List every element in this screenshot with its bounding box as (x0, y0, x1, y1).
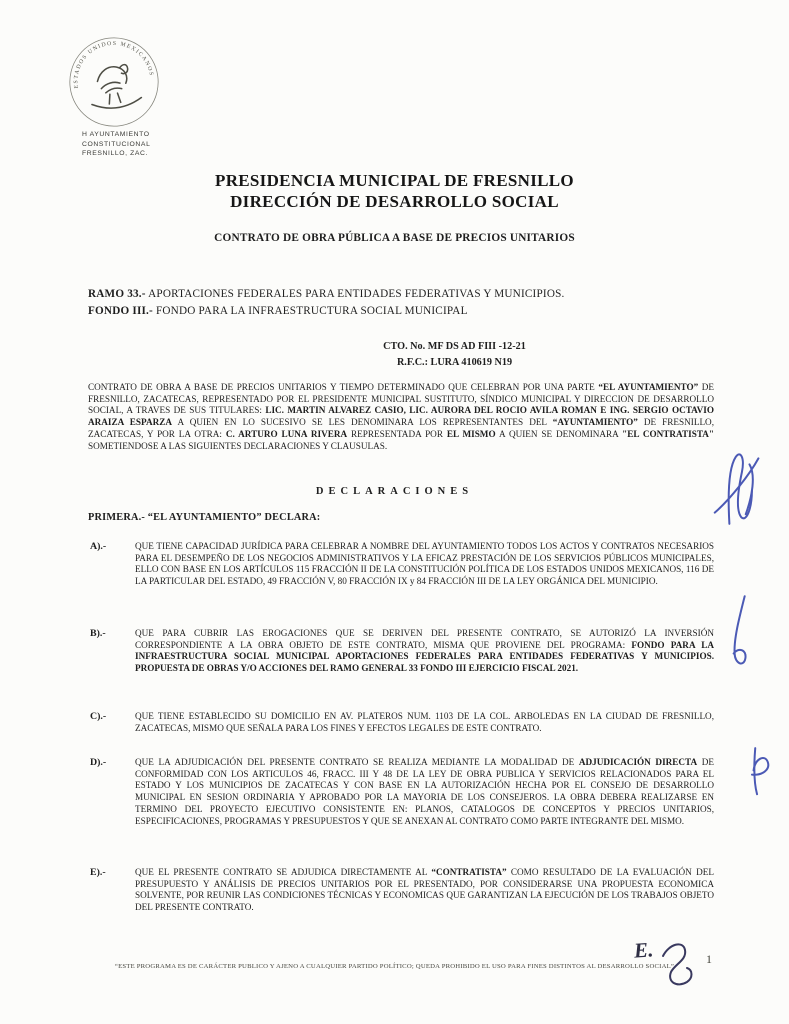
contract-number: CTO. No. MF DS AD FIII -12-21 (383, 341, 526, 352)
clause-label: A).- (90, 541, 107, 552)
footer-disclaimer: “ESTE PROGRAMA ES DE CARÁCTER PUBLICO Y AJENO A CUALQUIER PARTIDO POLÍTICO; QUEDA PROHIBIDO EL USO PARA FINES DISTINTOS AL DESARROLLO SOCIAL” (114, 963, 675, 970)
clause-a (88, 541, 714, 588)
signature-stroke-icon (719, 591, 761, 678)
svg-text:ESTADOS UNIDOS MEXICANOS (68, 36, 154, 89)
clause-label: E).- (90, 867, 106, 878)
clause-label: B).- (90, 628, 106, 639)
clause-text: QUE TIENE CAPACIDAD JURÍDICA PARA CELEBRAR A NOMBRE DEL AYUNTAMIENTO TODOS LOS ACTOS Y CONTRATOS NECESARIOS PARA EL DESEMPEÑO DE LOS NEGOCIOS ADMINISTRATIVOS Y LA EFICAZ PRESTACIÓN DE LOS SERVICIOS PÚBLICOS MUNICIPALES, ELLO CON BASE EN LOS ARTÍCULOS 115 FRACCIÓN II DE LA CONSTITUCIÓN POLÍTICA DE LOS ESTADOS UNIDOS MEXICANOS, 116 DE LA PARTICULAR DEL ESTADO, 49 FRACCIÓN V, 80 FRACCIÓN IX y 84 FRACCIÓN III DE LA LEY ORGÁNICA DEL MUNICIPIO. (135, 541, 714, 587)
primera-heading: PRIMERA.- “EL AYUNTAMIENTO” DECLARA: (88, 512, 321, 523)
clause-label: C).- (90, 711, 107, 722)
reference-block (120, 339, 789, 370)
signature-mark-icon (737, 744, 779, 804)
clause-text: QUE TIENE ESTABLECIDO SU DOMICILIO EN AV. PLATEROS NUM. 1103 DE LA COL. ARBOLEDAS EN LA CIUDAD DE FRESNILLO, ZACATECAS, MISMO QUE SEÑALA PARA LOS FINES Y EFECTOS LEGALES DE ESTE CONTRATO. (135, 711, 714, 733)
initials-letter: E. (633, 937, 655, 963)
signature-flourish-icon (687, 443, 783, 543)
letterhead-line: FRESNILLO, ZAC. (82, 150, 149, 157)
fondo-line: FONDO III.- FONDO PARA LA INFRAESTRUCTURA SOCIAL MUNICIPAL (88, 304, 468, 317)
clause-e (88, 867, 714, 914)
rfc-number: R.F.C.: LURA 410619 N19 (396, 356, 513, 368)
clause-text: QUE LA ADJUDICACIÓN DEL PRESENTE CONTRATO SE REALIZA MEDIANTE LA MODALIDAD DE ADJUDICACIÓN DIRECTA DE CONFORMIDAD CON LOS ARTICULOS 46, FRACC. III Y 48 DE LA LEY DE OBRA PUBLICA Y SERVICIOS RELACIONADOS PARA EL ESTADO Y LOS MUNICIPIOS DE ZACATECAS Y CON BASE EN LA AUTORIZACIÓN HECHA POR EL CONSEJO DE DESARROLLO MUNICIPAL EN SESION ORDINARIA Y APROBADO POR LA MAYORIA DE LOS CONSEJEROS. LA OBRA DEBERA REALIZARSE EN TERMINO DEL PROYECTO EJECUTIVO CONSISTENTE EN: PLANOS, CATALOGOS DE CONCEPTOS Y PRECIOS UNITARIOS, ESPECIFICACIONES, PROGRAMAS Y PRESUPUESTOS Y QUE SE ANEXAN AL CONTRATO COMO PARTE INTEGRANTE DEL MISMO. (135, 757, 714, 826)
clause-label: D).- (90, 757, 107, 768)
declaraciones-heading: DECLARACIONES (315, 486, 474, 497)
letterhead-line: H AYUNTAMIENTO (82, 131, 150, 138)
page-number: 1 (706, 952, 712, 966)
clause-text: QUE EL PRESENTE CONTRATO SE ADJUDICA DIRECTAMENTE AL “CONTRATISTA” COMO RESULTADO DE LA EVALUACIÓN DEL PRESUPUESTO Y ANÁLISIS DE PRECIOS UNITARIOS POR EL PRESENTADO, POR CONSIDERARSE UNA PROPUESTA ECONOMICA SOLVENTE, POR REUNIR LAS CONDICIONES TÉCNICAS Y ECONOMICAS QUE GARANTIZAN LA EJECUCIÓN DE LOS TRABAJOS OBJETO DEL PRESENTE CONTRATO. (135, 867, 714, 913)
clause-d (88, 757, 714, 827)
clause-text: QUE PARA CUBRIR LAS EROGACIONES QUE SE DERIVEN DEL PRESENTE CONTRATO, SE AUTORIZÓ LA INVERSIÓN CORRESPONDIENTE A LA OBRA OBJETO DE ESTE CONTRATO, MISMA QUE PROVIENE DEL PROGRAMA: FONDO PARA LA INFRAESTRUCTURA SOCIAL MUNICIPAL APORTACIONES FEDERALES PARA ENTIDADES FEDERATIVAS Y MUNICIPIOS. PROPUESTA DE OBRAS Y/O ACCIONES DEL RAMO GENERAL 33 FONDO III EJERCICIO FISCAL 2021. (135, 628, 715, 674)
document-subtitle: CONTRATO DE OBRA PÚBLICA A BASE DE PRECIOS UNITARIOS (214, 232, 575, 244)
program-block (88, 286, 733, 319)
letterhead-line: CONSTITUCIONAL (82, 140, 151, 148)
seal-arc-text: ESTADOS UNIDOS MEXICANOS (73, 40, 155, 89)
clause-c (88, 711, 714, 734)
letterhead (82, 130, 150, 159)
ramo-line: RAMO 33.- APORTACIONES FEDERALES PARA ENTIDADES FEDERATIVAS Y MUNICIPIOS. (88, 288, 565, 300)
clause-b (88, 628, 714, 675)
mexican-coat-of-arms-seal-icon (60, 28, 168, 136)
intro-paragraph: CONTRATO DE OBRA A BASE DE PRECIOS UNITARIOS Y TIEMPO DETERMINADO QUE CELEBRAN POR UNA PARTE “EL AYUNTAMIENTO” DE FRESNILLO, ZACATECAS, REPRESENTADO POR EL PRESIDENTE MUNICIPAL SUSTITUTO, SÍNDICO MUNICIPAL Y DIRECCION DE DESARROLLO SOCIAL, A TRAVES DE SUS TITULARES: LIC. MARTIN ALVAREZ CASIO, LIC. AURORA DEL ROCIO AVILA ROMAN E ING. SERGIO OCTAVIO ARAIZA ESPARZA A QUIEN EN LO SUCESIVO SE LES DENOMINARA LOS REPRESENTANTES DEL “AYUNTAMIENTO” DE FRESNILLO, ZACATECAS, Y POR LA OTRA: C. ARTURO LUNA RIVERA REPRESENTADA POR EL MISMO A QUIEN SE DENOMINARA "EL CONTRATISTA" SOMETIENDOSE A LAS SIGUIENTES DECLARACIONES Y CLAUSULAS. (88, 382, 715, 451)
document-title (0, 170, 789, 212)
title-line-1: PRESIDENCIA MUNICIPAL DE FRESNILLO (215, 171, 574, 190)
title-line-2: DIRECCIÓN DE DESARROLLO SOCIAL (230, 192, 559, 211)
